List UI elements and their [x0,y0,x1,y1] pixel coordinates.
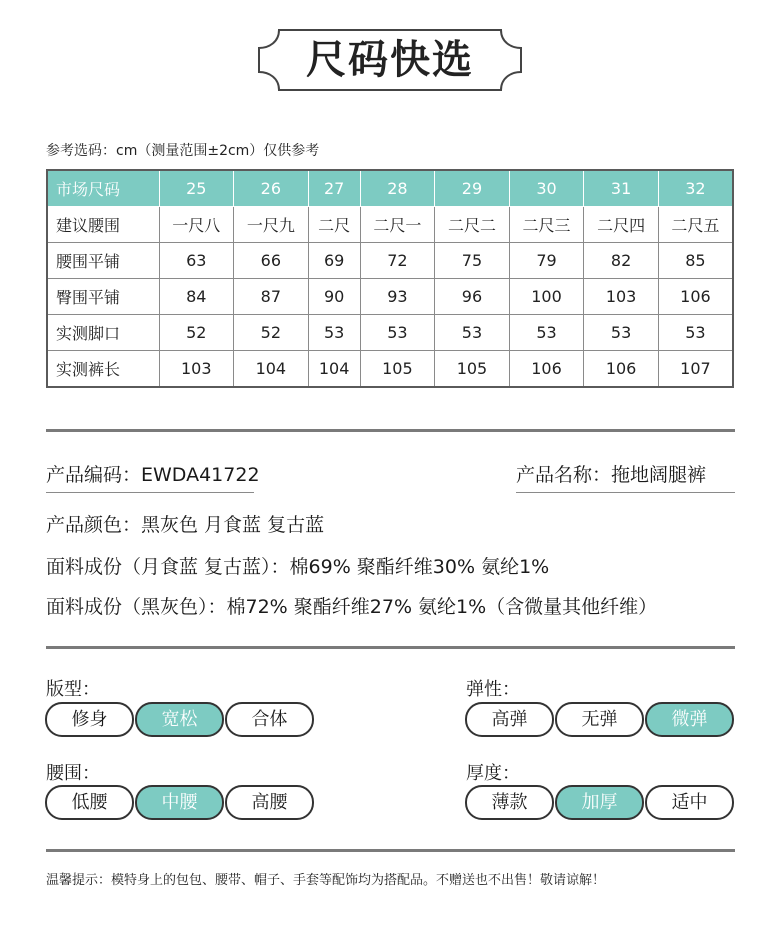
waist-option-low[interactable]: 低腰 [45,785,134,820]
fabric-composition-blue: 面料成份（月食蓝 复古蓝）：棉69% 聚酯纤维30% 氨纶1% [46,556,550,578]
reference-note: 参考选码：cm（测量范围±2cm）仅供参考 [46,143,320,159]
table-cell: 104 [308,351,360,388]
table-cell: 104 [234,351,309,388]
table-cell: 二尺三 [509,207,584,243]
size-header-cell: 30 [509,170,584,207]
table-cell: 53 [360,315,435,351]
table-cell: 90 [308,279,360,315]
row-label: 建议腰围 [47,207,159,243]
table-cell: 53 [658,315,733,351]
divider [46,429,735,432]
elasticity-option-high[interactable]: 高弹 [465,702,554,737]
table-cell: 100 [509,279,584,315]
warm-tip: 温馨提示：模特身上的包包、腰带、帽子、手套等配饰均为搭配品。不赠送也不出售！敬请谅解！ [46,873,606,888]
thickness-label: 厚度： [466,763,520,784]
table-row [47,243,733,279]
divider [46,849,735,852]
table-cell: 53 [584,315,659,351]
fabric-composition-gray: 面料成份（黑灰色）：棉72% 聚酯纤维27% 氨纶1%（含微量其他纤维） [46,596,658,618]
table-cell: 一尺九 [234,207,309,243]
size-header-cell: 26 [234,170,309,207]
elasticity-option-slight[interactable]: 微弹 [645,702,734,737]
table-cell: 103 [159,351,234,388]
size-table [46,169,734,388]
size-header-cell: 32 [658,170,733,207]
table-row [47,351,733,388]
table-cell: 二尺五 [658,207,733,243]
size-header-cell: 27 [308,170,360,207]
size-header-cell: 29 [435,170,510,207]
fit-option-loose[interactable]: 宽松 [135,702,224,737]
table-cell: 66 [234,243,309,279]
fit-label: 版型： [46,679,100,700]
fit-option-slim[interactable]: 修身 [45,702,134,737]
table-cell: 69 [308,243,360,279]
page-title: 尺码快选 [306,37,474,83]
row-label: 臀围平铺 [47,279,159,315]
table-cell: 103 [584,279,659,315]
thickness-option-thin[interactable]: 薄款 [465,785,554,820]
row-label: 实测脚口 [47,315,159,351]
table-cell: 96 [435,279,510,315]
table-cell: 106 [584,351,659,388]
row-label: 腰围平铺 [47,243,159,279]
table-cell: 53 [509,315,584,351]
thickness-option-thick[interactable]: 加厚 [555,785,644,820]
table-cell: 105 [435,351,510,388]
waist-label: 腰围： [46,763,100,784]
thickness-option-medium[interactable]: 适中 [645,785,734,820]
table-cell: 52 [159,315,234,351]
table-cell: 85 [658,243,733,279]
table-cell: 106 [658,279,733,315]
size-header-cell: 31 [584,170,659,207]
size-header-label: 市场尺码 [47,170,159,207]
table-cell: 72 [360,243,435,279]
table-cell: 二尺一 [360,207,435,243]
table-row [47,315,733,351]
product-code-underline [46,492,254,493]
table-cell: 二尺四 [584,207,659,243]
size-table-header-row [47,170,733,207]
title-badge [0,28,774,98]
row-label: 实测裤长 [47,351,159,388]
product-code: 产品编码：EWDA41722 [46,464,260,486]
table-cell: 53 [435,315,510,351]
product-colors: 产品颜色：黑灰色 月食蓝 复古蓝 [46,514,325,536]
fit-option-regular[interactable]: 合体 [225,702,314,737]
table-cell: 87 [234,279,309,315]
table-cell: 107 [658,351,733,388]
table-row [47,279,733,315]
waist-option-mid[interactable]: 中腰 [135,785,224,820]
product-name-underline [516,492,735,493]
table-cell: 53 [308,315,360,351]
table-cell: 93 [360,279,435,315]
divider [46,646,735,649]
table-cell: 63 [159,243,234,279]
table-cell: 82 [584,243,659,279]
elasticity-option-none[interactable]: 无弹 [555,702,644,737]
size-header-cell: 28 [360,170,435,207]
table-cell: 52 [234,315,309,351]
table-cell: 75 [435,243,510,279]
table-cell: 二尺二 [435,207,510,243]
table-cell: 106 [509,351,584,388]
table-cell: 105 [360,351,435,388]
waist-option-high[interactable]: 高腰 [225,785,314,820]
table-cell: 79 [509,243,584,279]
table-cell: 84 [159,279,234,315]
product-name: 产品名称：拖地阔腿裤 [516,464,707,486]
size-header-cell: 25 [159,170,234,207]
table-row [47,207,733,243]
elasticity-label: 弹性： [466,679,520,700]
table-cell: 一尺八 [159,207,234,243]
table-cell: 二尺 [308,207,360,243]
